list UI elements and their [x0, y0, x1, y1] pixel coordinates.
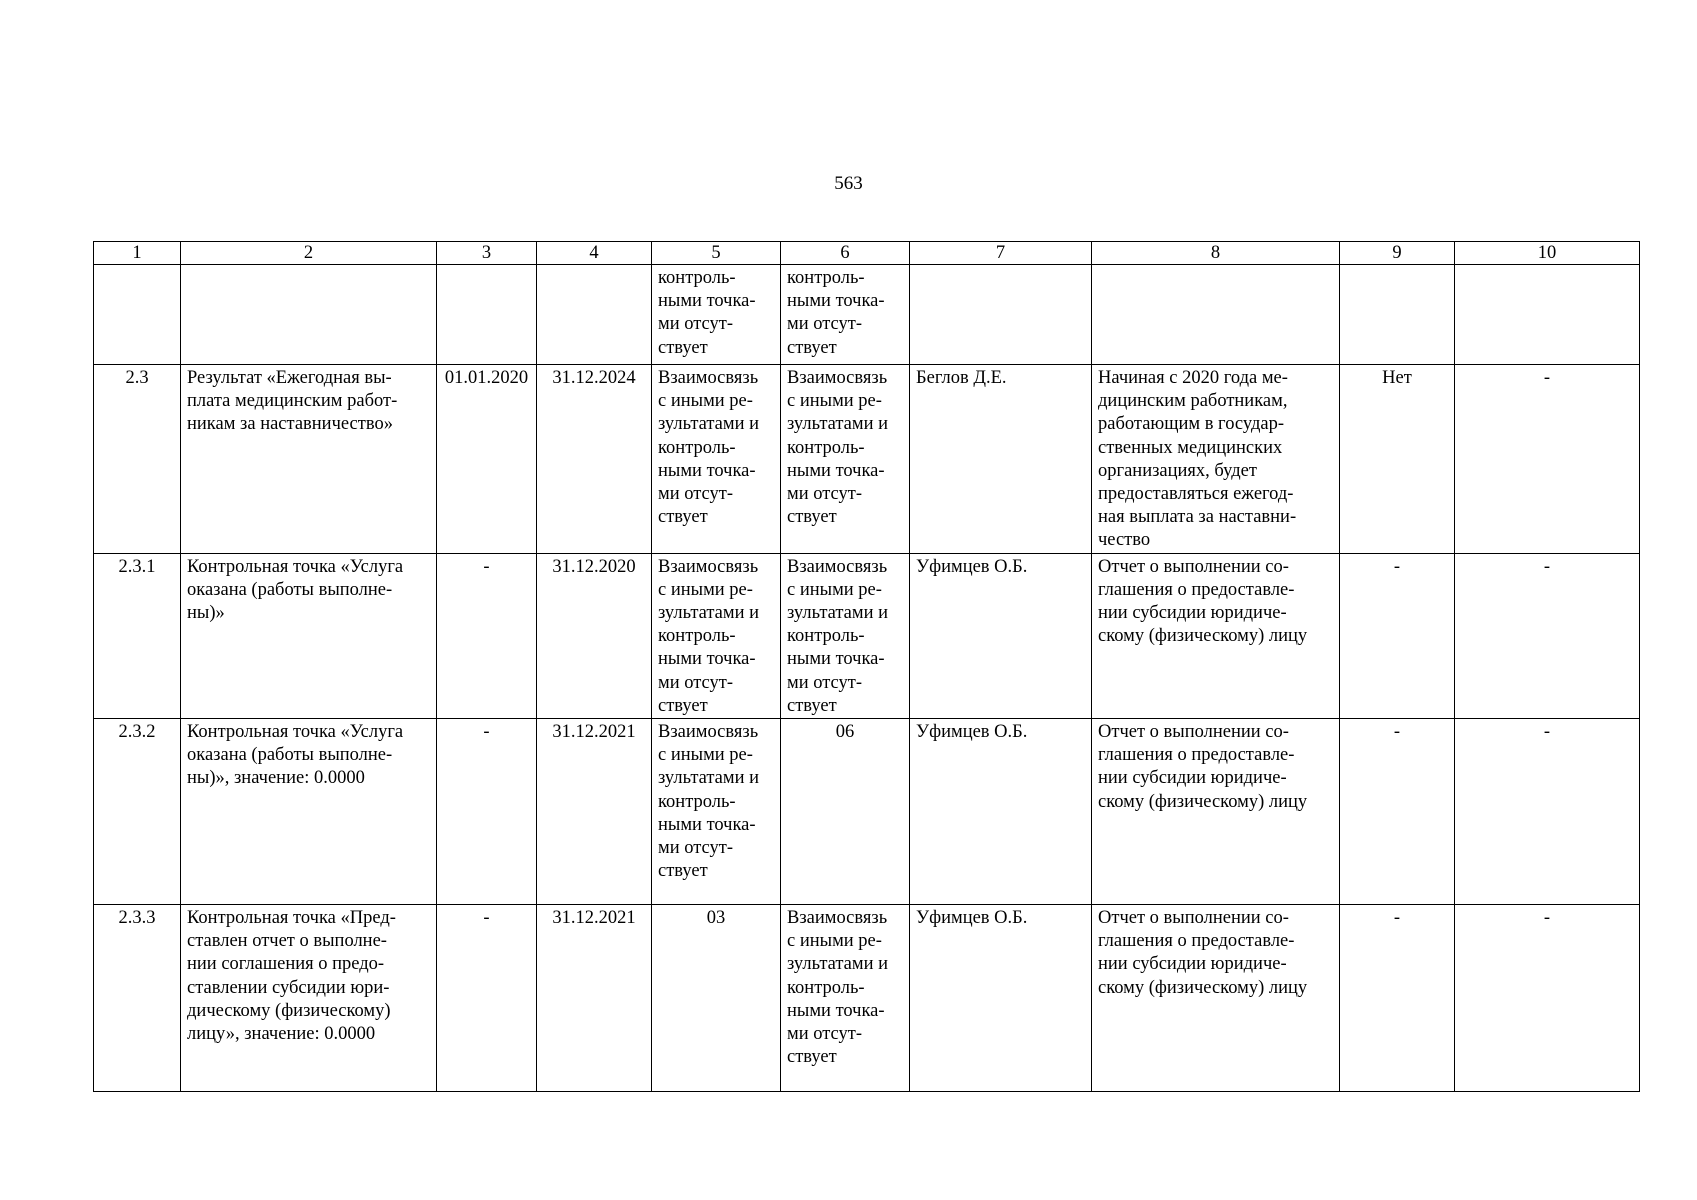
- table-cell: [537, 365, 652, 554]
- header-row: [94, 242, 1640, 265]
- table-cell: [910, 265, 1092, 365]
- responsible-person: Уфимцев О.Б.: [916, 722, 1028, 743]
- item-name: Контрольная точка «Пред- ставлен отчет о выполне- нии соглашения о предо- ставлении субсидии юри- дическому (физическому) лицу», значение: 0.0000: [187, 908, 396, 1045]
- table-cell: [437, 553, 537, 718]
- predecessor-text: Взаимосвязь с иными ре- зультатами и контроль- ными точка- ми отсут- ствует: [658, 556, 760, 716]
- result-description: Отчет о выполнении со- глашения о предоставле- нии субсидии юридиче- скому (физическому) лицу: [1098, 722, 1308, 812]
- page-number: 563: [834, 173, 863, 194]
- table-cell: [437, 365, 537, 554]
- successor-text: Взаимосвязь с иными ре- зультатами и контроль- ными точка- ми отсут- ствует: [787, 556, 889, 716]
- table-cell: [1340, 265, 1455, 365]
- table-cell: [1455, 265, 1640, 365]
- table-cell: [910, 719, 1092, 905]
- col10-value: -: [1543, 908, 1551, 929]
- predecessor-text: 03: [706, 908, 726, 929]
- table-cell: [652, 365, 781, 554]
- table-cell: [537, 719, 652, 905]
- col10-value: -: [1543, 556, 1551, 577]
- table-cell: [94, 553, 181, 718]
- table-cell: [94, 905, 181, 1092]
- continuation-row: [94, 265, 1640, 365]
- table-row: [94, 365, 1640, 554]
- header-cell: 1: [94, 242, 181, 265]
- table-cell: [652, 719, 781, 905]
- table-cell: [1455, 553, 1640, 718]
- header-cell: 5: [652, 242, 781, 265]
- table-cell: [181, 905, 437, 1092]
- table-cell: [910, 365, 1092, 554]
- table-cell: [1092, 265, 1340, 365]
- end-date: 31.12.2021: [552, 908, 636, 929]
- end-date: 31.12.2024: [552, 368, 636, 388]
- header-cell: 8: [1092, 242, 1340, 265]
- header-cell: 9: [1340, 242, 1455, 265]
- table-cell: [781, 719, 910, 905]
- header-cell: 3: [437, 242, 537, 265]
- header-cell: 4: [537, 242, 652, 265]
- table-cell: [1455, 365, 1640, 554]
- result-description: Начиная с 2020 года ме- дицинским работникам, работающим в государ- ственных медицинских организациях, будет предоставляться ежегод- ная выплата за наставни- чество: [1098, 368, 1297, 551]
- table-cell: [94, 265, 181, 365]
- predecessor-text: Взаимосвязь с иными ре- зультатами и контроль- ными точка- ми отсут- ствует: [658, 368, 760, 528]
- table-cell: [910, 553, 1092, 718]
- successor-text: 06: [835, 722, 855, 743]
- table-cell: [537, 905, 652, 1092]
- table-cell: [94, 719, 181, 905]
- header-cell: 2: [181, 242, 437, 265]
- responsible-person: Уфимцев О.Б.: [916, 908, 1028, 929]
- table-row: [94, 905, 1640, 1092]
- table-cell: [181, 365, 437, 554]
- table-cell: [781, 365, 910, 554]
- table-cell: [537, 553, 652, 718]
- successor-text: Взаимосвязь с иными ре- зультатами и контроль- ными точка- ми отсут- ствует: [787, 368, 889, 528]
- row-number: 2.3: [125, 368, 149, 388]
- table-row: [94, 553, 1640, 718]
- start-date: -: [483, 908, 490, 929]
- col9-value: -: [1393, 908, 1401, 929]
- table-cell: [1455, 719, 1640, 905]
- col9-value: Нет: [1382, 368, 1412, 388]
- table-cell: [910, 905, 1092, 1092]
- table-cell: [652, 553, 781, 718]
- col9-value: -: [1393, 722, 1401, 743]
- table-cell: [437, 265, 537, 365]
- table-cell: [537, 265, 652, 365]
- col9-value: -: [1393, 556, 1401, 577]
- table-cell: [94, 365, 181, 554]
- plan-table: [93, 241, 1640, 1092]
- header-cell: 10: [1455, 242, 1640, 265]
- successor-text: Взаимосвязь с иными ре- зультатами и контроль- ными точка- ми отсут- ствует: [787, 908, 889, 1068]
- table-cell: [1092, 365, 1340, 554]
- table-row: [94, 719, 1640, 905]
- table-cell: [437, 905, 537, 1092]
- table-cell: [1340, 905, 1455, 1092]
- row-number: 2.3.2: [118, 722, 156, 743]
- header-cell: 7: [910, 242, 1092, 265]
- table-cell: [437, 719, 537, 905]
- start-date: -: [483, 722, 490, 743]
- responsible-person: Беглов Д.Е.: [916, 368, 1007, 388]
- row-number: 2.3.3: [118, 908, 156, 929]
- item-name: Контрольная точка «Услуга оказана (работы выполне- ны)»: [187, 556, 404, 624]
- table-cell: [781, 553, 910, 718]
- responsible-person: Уфимцев О.Б.: [916, 556, 1028, 577]
- start-date: 01.01.2020: [444, 368, 529, 388]
- table-cell: [652, 905, 781, 1092]
- table-cell: [781, 265, 910, 365]
- table-cell: [1340, 553, 1455, 718]
- row-number: 2.3.1: [118, 556, 156, 577]
- item-name: Результат «Ежегодная вы- плата медицинским работ- никам за наставничество»: [187, 368, 398, 435]
- table-cell: [1340, 365, 1455, 554]
- table-cell: [181, 553, 437, 718]
- col10-value: -: [1543, 722, 1551, 743]
- table-cell: [1092, 719, 1340, 905]
- predecessor-text: Взаимосвязь с иными ре- зультатами и контроль- ными точка- ми отсут- ствует: [658, 722, 760, 882]
- table-cell: [1340, 719, 1455, 905]
- table-cell: [1455, 905, 1640, 1092]
- table-cell: [652, 265, 781, 365]
- item-name: Контрольная точка «Услуга оказана (работы выполне- ны)», значение: 0.0000: [187, 722, 404, 789]
- result-description: Отчет о выполнении со- глашения о предоставле- нии субсидии юридиче- скому (физическому) лицу: [1098, 556, 1308, 647]
- table-cell: [181, 265, 437, 365]
- end-date: 31.12.2020: [552, 556, 636, 577]
- table-cell: [181, 719, 437, 905]
- table-cell: [1092, 905, 1340, 1092]
- table-cell: [1092, 553, 1340, 718]
- header-cell: 6: [781, 242, 910, 265]
- successor-text: контроль- ными точка- ми отсут- ствует: [787, 268, 885, 358]
- end-date: 31.12.2021: [552, 722, 636, 743]
- table-cell: [781, 905, 910, 1092]
- start-date: -: [483, 556, 490, 577]
- result-description: Отчет о выполнении со- глашения о предоставле- нии субсидии юридиче- скому (физическому) лицу: [1098, 908, 1308, 998]
- predecessor-text: контроль- ными точка- ми отсут- ствует: [658, 268, 756, 358]
- col10-value: -: [1543, 368, 1551, 388]
